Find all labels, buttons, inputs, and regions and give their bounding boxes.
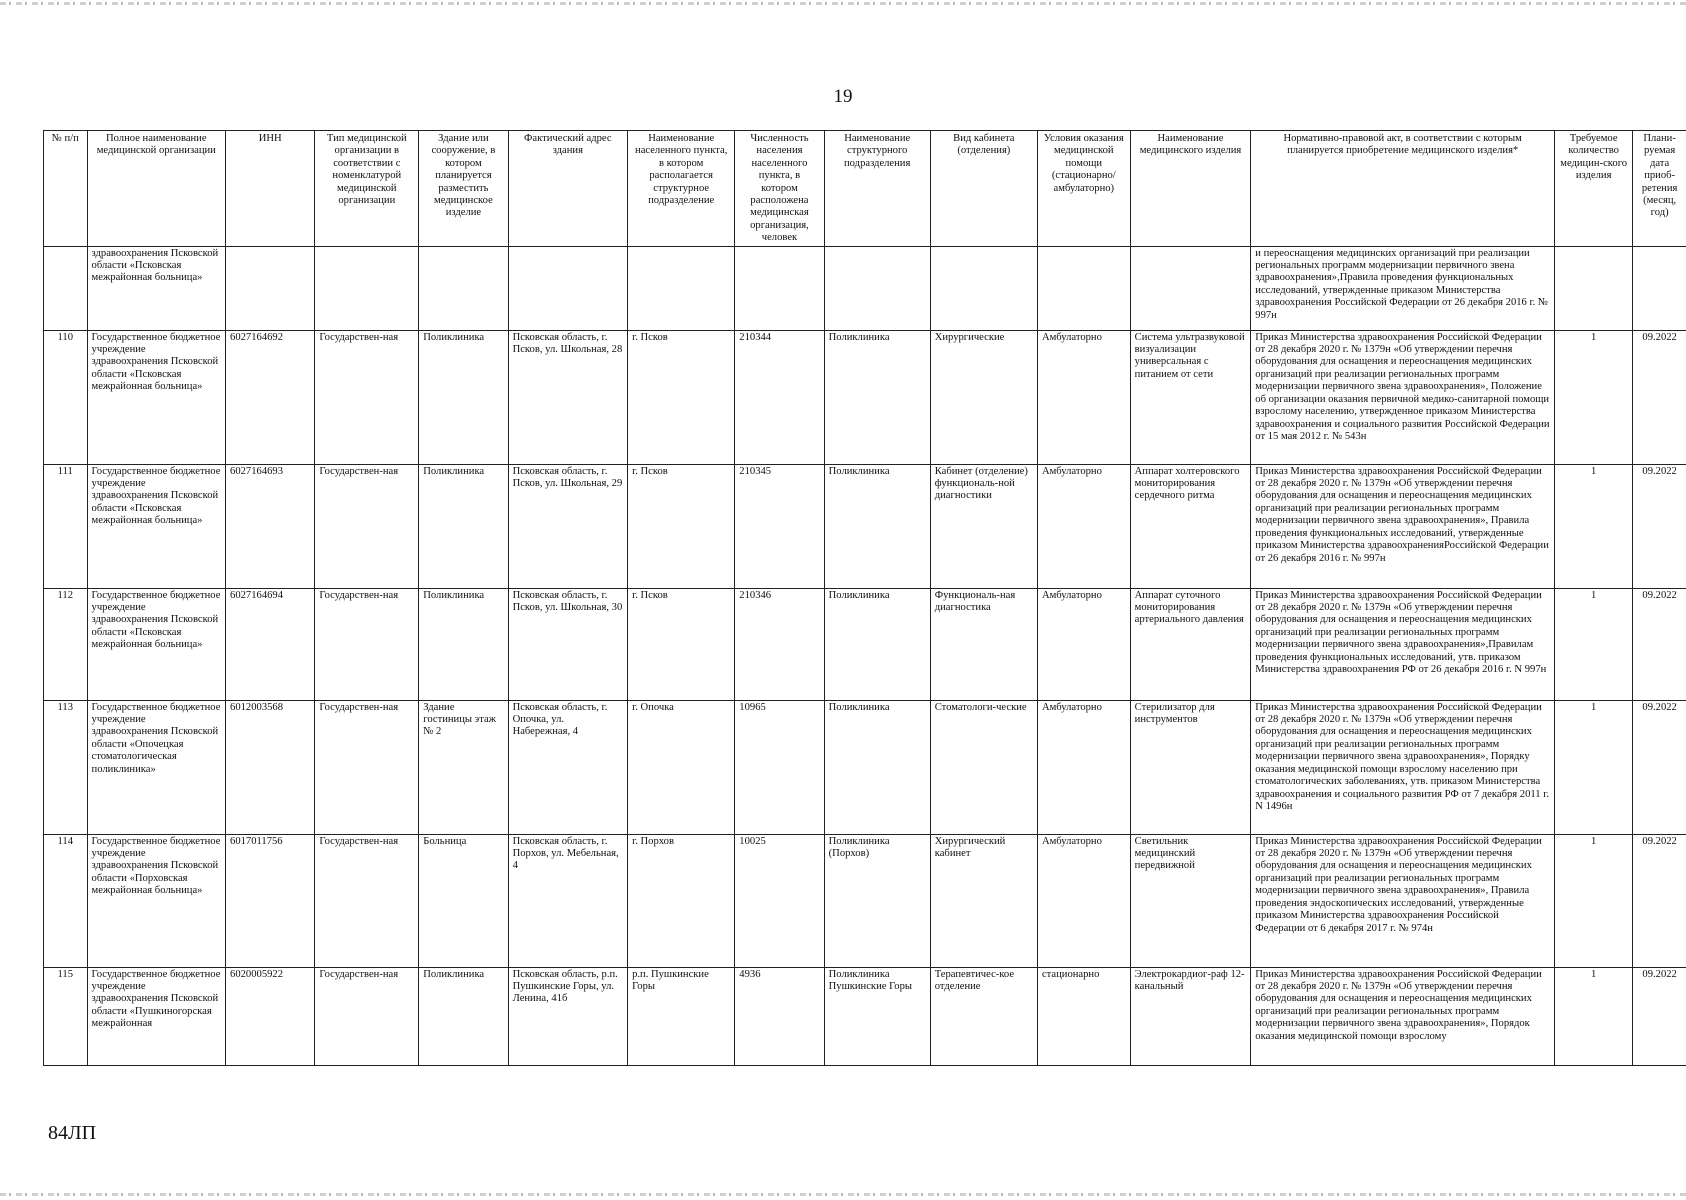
header-cabinet: Вид кабинета (отделения) [930,131,1037,247]
cell-type: Государствен-ная [315,967,419,1065]
cell-address: Псковская область, г. Порхов, ул. Мебельная, 4 [508,834,628,967]
cell-locality: р.п. Пушкинские Горы [628,967,735,1065]
cell-inn: 6027164694 [226,588,315,700]
table-row [44,330,1686,464]
cell-organization: Государственное бюджетное учреждение здравоохранения Псковской области «Псковская межрайонная больница» [87,588,225,700]
header-subdivision: Наименование структурного подразделения [824,131,930,247]
scan-edge-top [0,2,1686,5]
table-row-continuation [44,246,1686,330]
cell-locality: г. Псков [628,588,735,700]
cell-quantity: 1 [1555,967,1633,1065]
cell-population: 210344 [735,330,824,464]
cell-quantity: 1 [1555,464,1633,588]
cell-inn: 6027164693 [226,464,315,588]
cell-device: Стерилизатор для инструментов [1130,700,1251,834]
cell-locality [628,246,735,330]
cell-cabinet [930,246,1037,330]
cell-address: Псковская область, р.п. Пушкинские Горы, ул. Ленина, 41б [508,967,628,1065]
cell-device: Система ультразвуковой визуализации универсальная с питанием от сети [1130,330,1251,464]
header-building: Здание или сооружение, в котором планируется разместить медицинское изделие [419,131,508,247]
header-num: № п/п [44,131,88,247]
cell-organization: Государственное бюджетное учреждение здравоохранения Псковской области «Порховская межрайонная больница» [87,834,225,967]
cell-type: Государствен-ная [315,700,419,834]
cell-subdivision [824,246,930,330]
header-quantity: Требуемое количество медицин-ского изделия [1555,131,1633,247]
cell-address: Псковская область, г. Псков, ул. Школьная, 28 [508,330,628,464]
cell-building: Поликлиника [419,464,508,588]
header-date: Плани-руемая дата приоб-ретения (месяц, год) [1633,131,1686,247]
cell-population: 10025 [735,834,824,967]
cell-subdivision: Поликлиника (Порхов) [824,834,930,967]
cell-conditions: Амбулаторно [1037,464,1130,588]
cell-device: Аппарат холтеровского мониторирования сердечного ритма [1130,464,1251,588]
cell-conditions: Амбулаторно [1037,700,1130,834]
cell-quantity: 1 [1555,700,1633,834]
cell-conditions: Амбулаторно [1037,330,1130,464]
cell-num: 113 [44,700,88,834]
cell-conditions [1037,246,1130,330]
cell-population: 4936 [735,967,824,1065]
cell-organization: Государственное бюджетное учреждение здравоохранения Псковской области «Пушкиногорская межрайонная [87,967,225,1065]
cell-building: Здание гостиницы этаж № 2 [419,700,508,834]
cell-building [419,246,508,330]
cell-type: Государствен-ная [315,464,419,588]
cell-num: 115 [44,967,88,1065]
page-number: 19 [833,86,853,107]
cell-act: Приказ Министерства здравоохранения Российской Федерации от 28 декабря 2020 г. № 1379н «Об утверждении перечня оборудования для оснащения и переоснащения медицинских организаций при реализации региональных программ модернизации первичного звена здравоохранения», Порядок оказания медицинской помощи взрослому [1251,967,1555,1065]
table-row [44,464,1686,588]
header-population: Численность населения населенного пункта, в котором расположена медицинская организация, человек [735,131,824,247]
cell-building: Поликлиника [419,588,508,700]
cell-num: 112 [44,588,88,700]
cell-quantity: 1 [1555,588,1633,700]
cell-building: Поликлиника [419,330,508,464]
cell-num: 110 [44,330,88,464]
cell-num [44,246,88,330]
cell-quantity: 1 [1555,330,1633,464]
cell-date: 09.2022 [1633,464,1686,588]
cell-type: Государствен-ная [315,834,419,967]
document-table-wrapper [43,130,1686,1110]
cell-organization: Государственное бюджетное учреждение здравоохранения Псковской области «Псковская межрайонная больница» [87,330,225,464]
cell-quantity [1555,246,1633,330]
cell-locality: г. Псков [628,464,735,588]
cell-device: Электрокардиог-раф 12-канальный [1130,967,1251,1065]
cell-cabinet: Кабинет (отделение) функциональ-ной диагностики [930,464,1037,588]
cell-inn: 6017011756 [226,834,315,967]
cell-locality: г. Порхов [628,834,735,967]
cell-cabinet: Хирургические [930,330,1037,464]
cell-type: Государствен-ная [315,330,419,464]
cell-subdivision: Поликлиника [824,464,930,588]
cell-device: Аппарат суточного мониторирования артериального давления [1130,588,1251,700]
cell-population: 210346 [735,588,824,700]
cell-conditions: Амбулаторно [1037,588,1130,700]
header-device: Наименование медицинского изделия [1130,131,1251,247]
cell-cabinet: Хирургический кабинет [930,834,1037,967]
cell-locality: г. Псков [628,330,735,464]
cell-date: 09.2022 [1633,967,1686,1065]
table-row [44,834,1686,967]
cell-num: 111 [44,464,88,588]
header-organization: Полное наименование медицинской организации [87,131,225,247]
header-type: Тип медицинской организации в соответствии с номенклатурой медицинской организации [315,131,419,247]
cell-act: Приказ Министерства здравоохранения Российской Федерации от 28 декабря 2020 г. № 1379н «Об утверждении перечня оборудования для оснащения и переоснащения медицинских организаций при реализации региональных программ модернизации первичного звена здравоохранения»,Правилам проведения функциональных исследований, утв. приказом Министерства здравоохранения РФ от 26 декабря 2016 г. N 997н [1251,588,1555,700]
cell-device [1130,246,1251,330]
cell-cabinet: Стоматологи-ческие [930,700,1037,834]
cell-inn: 6012003568 [226,700,315,834]
cell-cabinet: Терапевтичес-кое отделение [930,967,1037,1065]
cell-act: Приказ Министерства здравоохранения Российской Федерации от 28 декабря 2020 г. № 1379н «Об утверждении перечня оборудования для оснащения и переоснащения медицинских организаций при реализации региональных программ модернизации первичного звена здравоохранения», Порядку оказания медицинской помощи взрослому населению при стоматологических заболеваниях, утв. приказом Министерства здравоохранения и социального развития РФ от 7 декабря 2011 г. N 1496н [1251,700,1555,834]
cell-organization: Государственное бюджетное учреждение здравоохранения Псковской области «Псковская межрайонная больница» [87,464,225,588]
cell-cabinet: Функциональ-ная диагностика [930,588,1037,700]
cell-population: 10965 [735,700,824,834]
cell-act: Приказ Министерства здравоохранения Российской Федерации от 28 декабря 2020 г. № 1379н «Об утверждении перечня оборудования для оснащения и переоснащения медицинских организаций при реализации региональных программ модернизации первичного звена здравоохранения», Правила проведения эндоскопических исследований, утвержденные приказом Министерства здравоохранения Российской Федерации от 6 декабря 2017 г. № 974н [1251,834,1555,967]
cell-date: 09.2022 [1633,700,1686,834]
table-header-row [44,131,1686,247]
header-locality: Наименование населенного пункта, в котором располагается структурное подразделение [628,131,735,247]
cell-date: 09.2022 [1633,330,1686,464]
header-inn: ИНН [226,131,315,247]
cell-address: Псковская область, г. Псков, ул. Школьная, 30 [508,588,628,700]
cell-date: 09.2022 [1633,834,1686,967]
cell-date: 09.2022 [1633,588,1686,700]
header-conditions: Условия оказания медицинской помощи (стационарно/ амбулаторно) [1037,131,1130,247]
medical-equipment-table [43,130,1686,1066]
cell-type: Государствен-ная [315,588,419,700]
cell-inn: 6027164692 [226,330,315,464]
table-row [44,700,1686,834]
cell-type [315,246,419,330]
cell-organization: здравоохранения Псковской области «Псковская межрайонная больница» [87,246,225,330]
cell-inn: 6020005922 [226,967,315,1065]
cell-num: 114 [44,834,88,967]
cell-building: Поликлиника [419,967,508,1065]
cell-date [1633,246,1686,330]
cell-subdivision: Поликлиника [824,588,930,700]
cell-population [735,246,824,330]
table-row [44,588,1686,700]
cell-subdivision: Поликлиника [824,330,930,464]
cell-organization: Государственное бюджетное учреждение здравоохранения Псковской области «Опочецкая стоматологическая поликлиника» [87,700,225,834]
header-act: Нормативно-правовой акт, в соответствии с которым планируется приобретение медицинского изделия* [1251,131,1555,247]
cell-address: Псковская область, г. Псков, ул. Школьная, 29 [508,464,628,588]
cell-subdivision: Поликлиника Пушкинские Горы [824,967,930,1065]
cell-inn [226,246,315,330]
cell-act: и переоснащения медицинских организаций при реализации региональных программ модернизации первичного звена здравоохранения»,Правила проведения функциональных исследований, утвержденные приказом Министерства здравоохранения Российской Федерации от 26 декабря 2016 г. № 997н [1251,246,1555,330]
cell-device: Светильник медицинский передвижной [1130,834,1251,967]
cell-act: Приказ Министерства здравоохранения Российской Федерации от 28 декабря 2020 г. № 1379н «Об утверждении перечня оборудования для оснащения и переоснащения медицинских организаций при реализации региональных программ модернизации первичного звена здравоохранения», Положение об организации оказания первичной медико-санитарной помощи взрослому населению, утвержденное приказом Министерства здравоохранения и социального развития Российской Федерации от 15 мая 2012 г. № 543н [1251,330,1555,464]
cell-conditions: стационарно [1037,967,1130,1065]
cell-address: Псковская область, г. Опочка, ул. Набережная, 4 [508,700,628,834]
cell-act: Приказ Министерства здравоохранения Российской Федерации от 28 декабря 2020 г. № 1379н «Об утверждении перечня оборудования для оснащения и переоснащения медицинских организаций при реализации региональных программ модернизации первичного звена здравоохранения», Правила проведения функциональных исследований, утвержденные приказом Министерства здравоохраненияРоссийской Федерации от 26 декабря 2016 г. № 997н [1251,464,1555,588]
cell-conditions: Амбулаторно [1037,834,1130,967]
table-row [44,967,1686,1065]
cell-locality: г. Опочка [628,700,735,834]
document-code: 84ЛП [48,1122,97,1144]
cell-quantity: 1 [1555,834,1633,967]
cell-population: 210345 [735,464,824,588]
scan-edge-bottom [0,1193,1686,1196]
header-address: Фактический адрес здания [508,131,628,247]
cell-address [508,246,628,330]
cell-building: Больница [419,834,508,967]
cell-subdivision: Поликлиника [824,700,930,834]
